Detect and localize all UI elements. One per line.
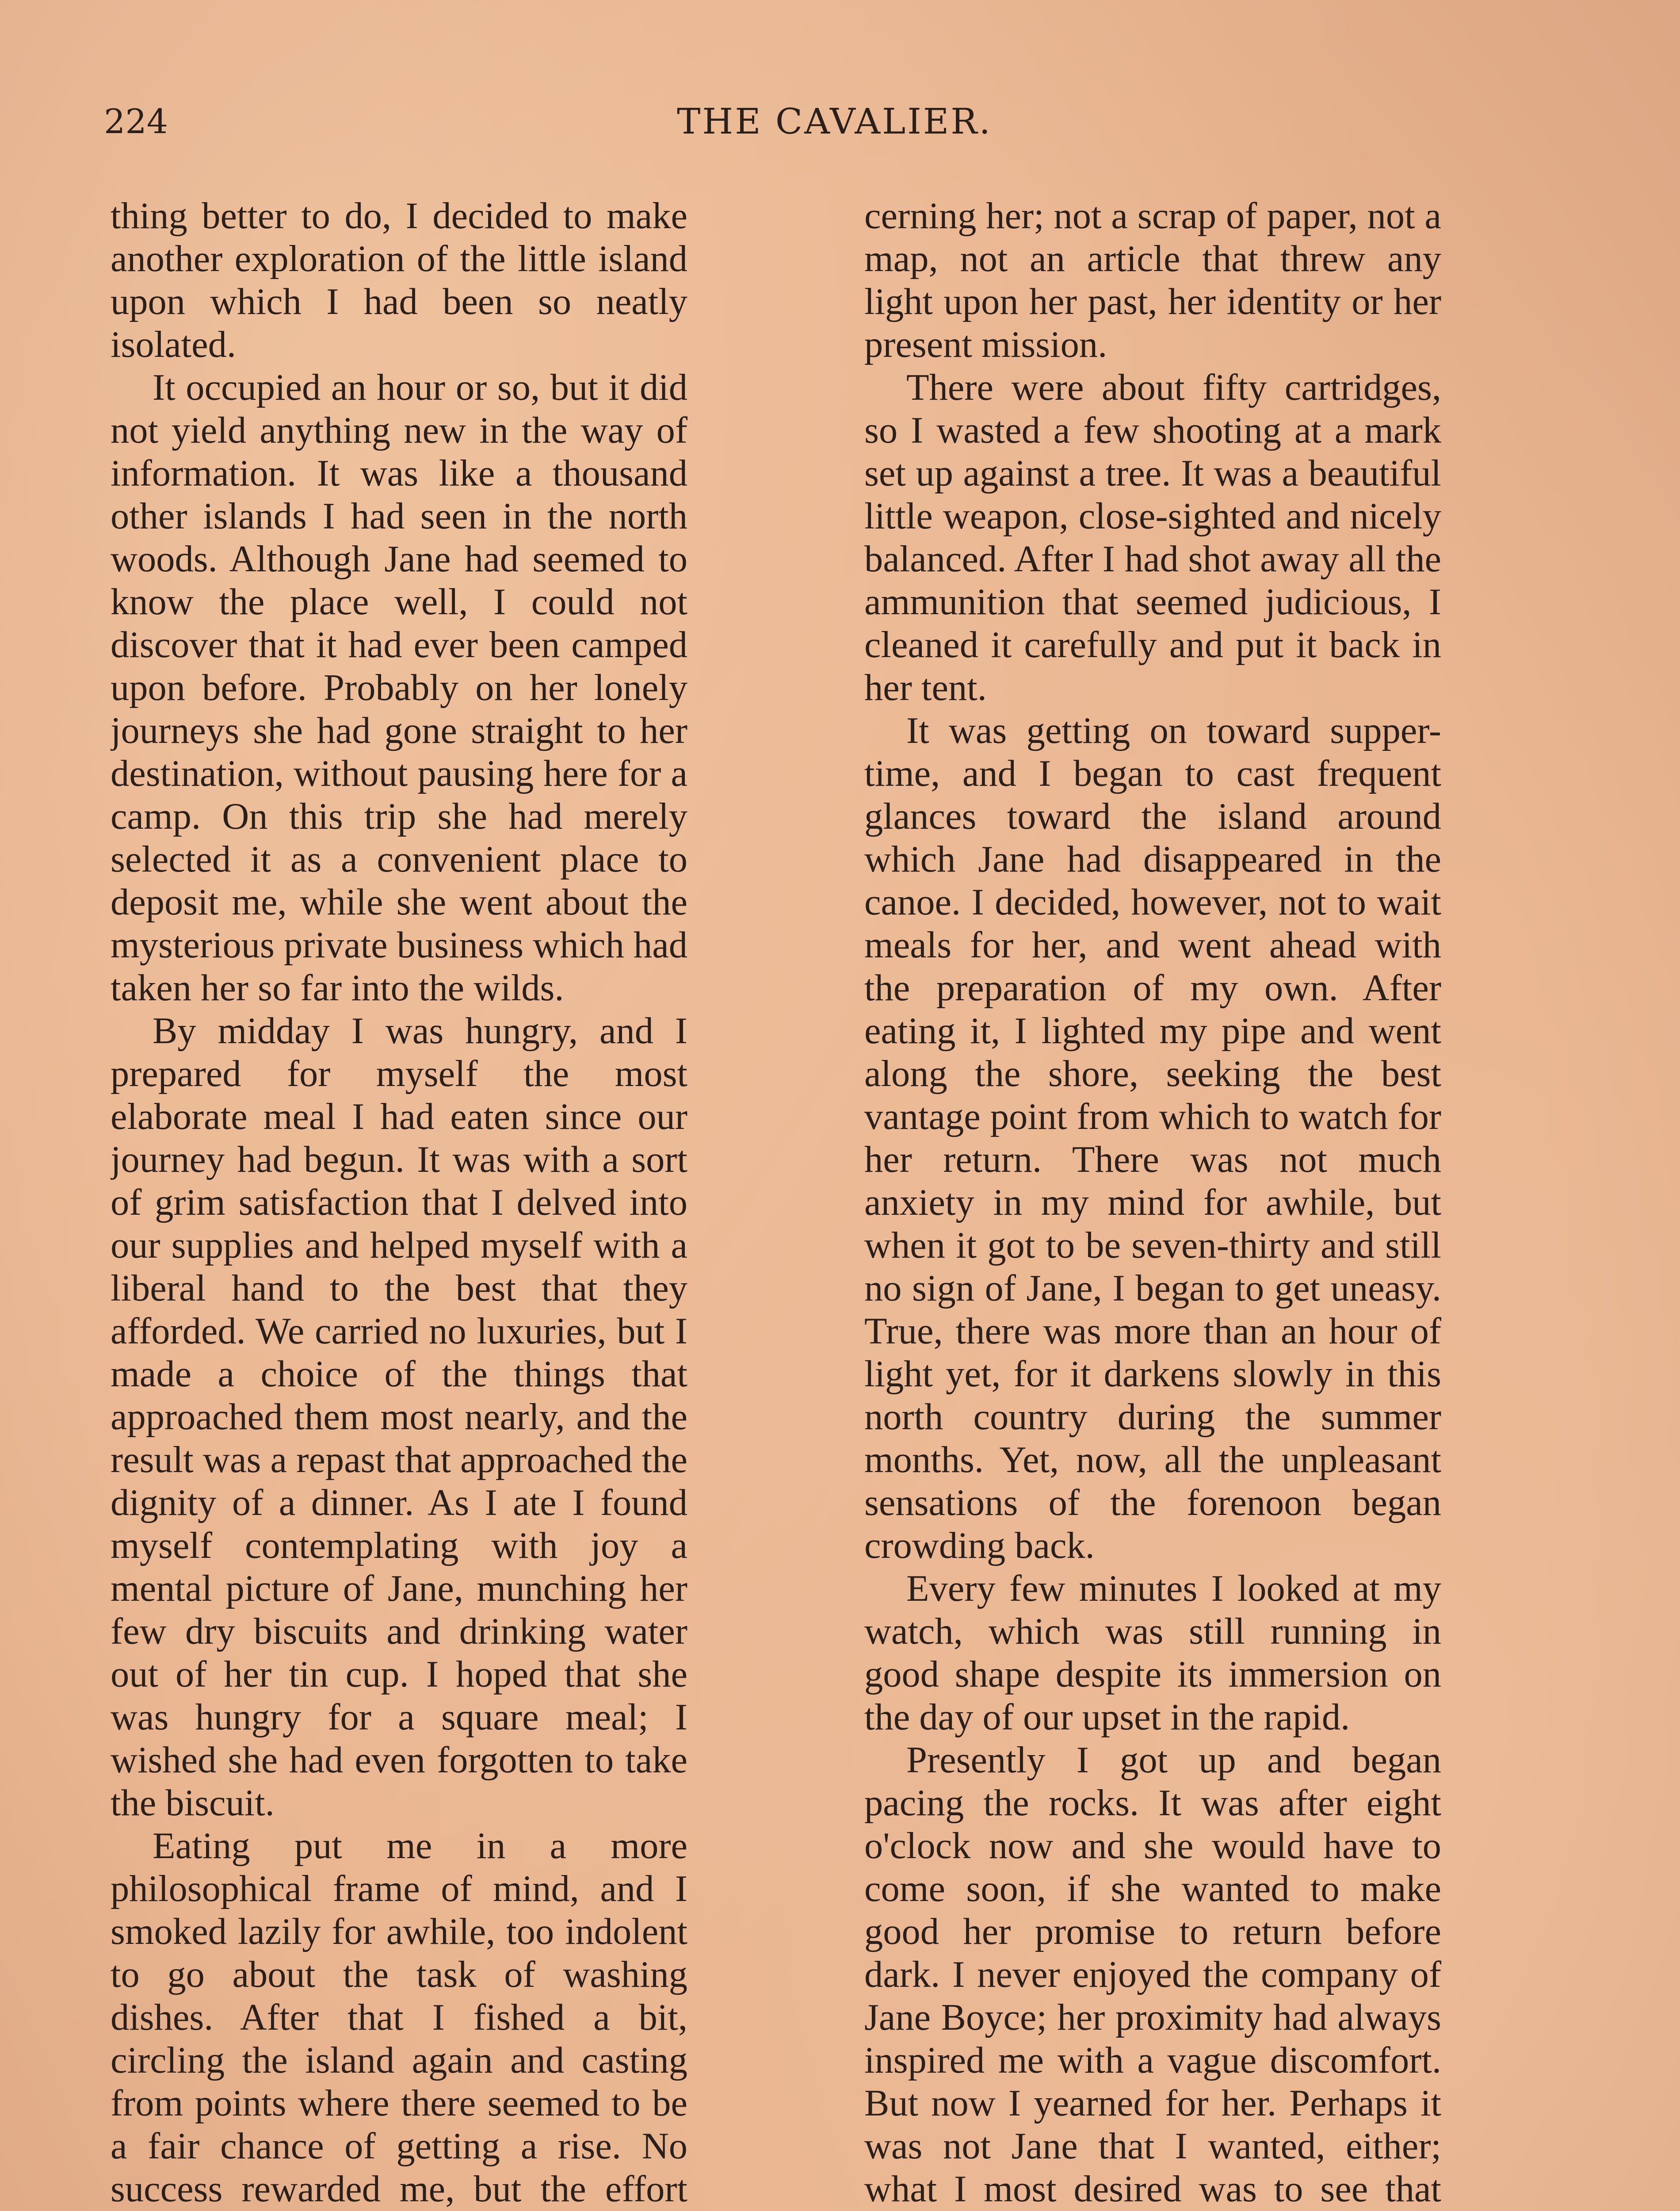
right-column xyxy=(864,195,1441,2211)
paragraph: Every few minutes I looked at my watch, which was still running in good shape despite its immersion on the day of our upset in the rapid. xyxy=(864,1568,1441,1738)
paragraph: Eating put me in a more philosophical frame of mind, and I smoked lazily for awhile, too indolent to go about the task of washing dishes. After that I fished a bit, circling the island again and casting from points where there seemed to be a fair chance of getting a rise. No success rewarded me, but the effort xyxy=(111,1825,687,2210)
left-column xyxy=(111,195,687,2211)
paragraph: There were about fifty cartridges, so I wasted a few shooting at a mark set up against a tree. It was a beautiful little weapon, close-sighted and nicely balanced. After I had shot away all the ammunition that seemed judicious, I cleaned it carefully and put it back in her tent. xyxy=(864,367,1441,708)
paragraph: cerning her; not a scrap of paper, not a map, not an article that threw any light upon her past, her identity or her present mission. xyxy=(864,195,1441,365)
paragraph: It was getting on toward supper-time, and I began to cast frequent glances toward the island around which Jane had disappeared in the canoe. I decided, however, not to wait meals for her, and went ahead with the preparation of my own. After eating it, I lighted my pipe and went along the shore, seeking the best vantage point from which to watch for her return. There was not much anxiety in my mind for awhile, but when it got to be seven-thirty and still no sign of Jane, I began to get uneasy. True, there was more than an hour of light yet, for it darkens slowly in this north country during the summer months. Yet, now, all the unpleasant sensations of the forenoon began crowding back. xyxy=(864,710,1441,1566)
page-number: 224 xyxy=(104,102,168,141)
paragraph: By midday I was hungry, and I prepared for myself the most elaborate meal I had eaten since our journey had begun. It was with a sort of grim satisfaction that I delved into our supplies and helped myself with a liberal hand to the best that they afforded. We carried no luxuries, but I made a choice of the things that approached them most nearly, and the result was a repast that approached the dignity of a dinner. As I ate I found myself contemplating with joy a mental picture of Jane, munching her few dry biscuits and drinking water out of her tin cup. I hoped that she was hungry for a square meal; I wished she had even forgotten to take the biscuit. xyxy=(111,1010,687,1824)
running-head: THE CAVALIER. xyxy=(677,101,992,142)
paragraph: It occupied an hour or so, but it did not yield anything new in the way of information. It was like a thousand other islands I had seen in the north woods. Although Jane had seemed to know the place well, I could not discover that it had ever been camped upon before. Probably on her lonely journeys she had gone straight to her destination, without pausing here for a camp. On this trip she had merely selected it as a convenient place to deposit me, while she went about the mysterious private business which had taken her so far into the wilds. xyxy=(111,367,687,1009)
page-header xyxy=(104,97,1565,150)
paragraph: thing better to do, I decided to make another exploration of the little island upon which I had been so neatly isolated. xyxy=(111,195,687,365)
paragraph: Presently I got up and began pacing the rocks. It was after eight o'clock now and she would have to come soon, if she wanted to make good her promise to return before dark. I never enjoyed the company of Jane Boyce; her proximity had always inspired me with a vague discomfort. But now I yearned for her. Perhaps it was not Jane that I wanted, either; what I most desired was to see that xyxy=(864,1740,1441,2210)
